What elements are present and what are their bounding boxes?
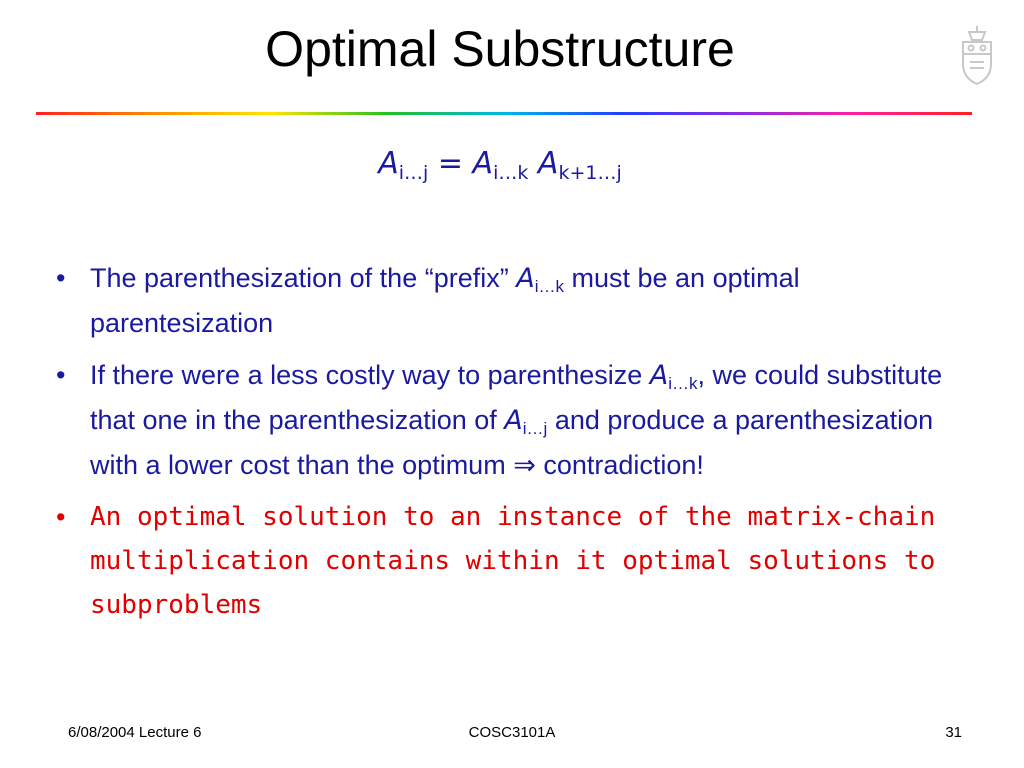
formula-r1-sub: i…k <box>493 162 529 184</box>
bullet-text: If there were a less costly way to parenthesize <box>90 360 650 390</box>
footer-course: COSC3101A <box>468 724 556 741</box>
bullet-text: must be an optimal parentesization <box>90 263 800 338</box>
bullet-list <box>48 256 948 635</box>
implies-arrow-icon: ⇒ <box>513 450 536 480</box>
slide-title: Optimal Substructure <box>265 21 735 77</box>
bullet-item-conclusion <box>48 495 948 627</box>
bullet-text: contradiction! <box>535 450 704 480</box>
university-crest-icon <box>955 24 999 88</box>
bullet-item-contradiction <box>48 353 948 487</box>
bullet-dot: • <box>56 263 66 293</box>
bullet-text: The parenthesization of the “prefix” <box>90 263 517 293</box>
footer-date-lecture: 6/08/2004 Lecture 6 <box>68 724 202 741</box>
formula-lhs: A <box>378 146 399 181</box>
bullet-dot: • <box>56 502 66 532</box>
bullet-text: An optimal solution to an instance of the matrix-chain multiplication contains within it optimal solutions to subproblems <box>90 502 936 620</box>
bullet-item-prefix <box>48 256 948 345</box>
footer-page-number: 31 <box>945 724 962 741</box>
formula <box>0 146 1000 184</box>
math-sub: i…k <box>534 277 564 296</box>
bullet-dot: • <box>56 360 66 390</box>
math-sub: i…k <box>668 374 698 393</box>
formula-lhs-sub: i…j <box>398 162 429 184</box>
math-a: A <box>649 360 669 391</box>
formula-r2: A <box>537 146 559 181</box>
bullet-text: and produce a parenthesization with a lower cost than the optimum <box>90 405 934 480</box>
math-a: A <box>504 405 523 436</box>
formula-r1: A <box>472 146 494 181</box>
formula-equals: = <box>428 146 473 181</box>
rainbow-divider <box>36 112 972 115</box>
formula-r2-sub: k+1…j <box>558 162 622 184</box>
math-sub: i…j <box>522 419 548 438</box>
bullet-text: , we could substitute that one in the parenthesization of <box>90 360 943 435</box>
math-a: A <box>516 263 535 294</box>
